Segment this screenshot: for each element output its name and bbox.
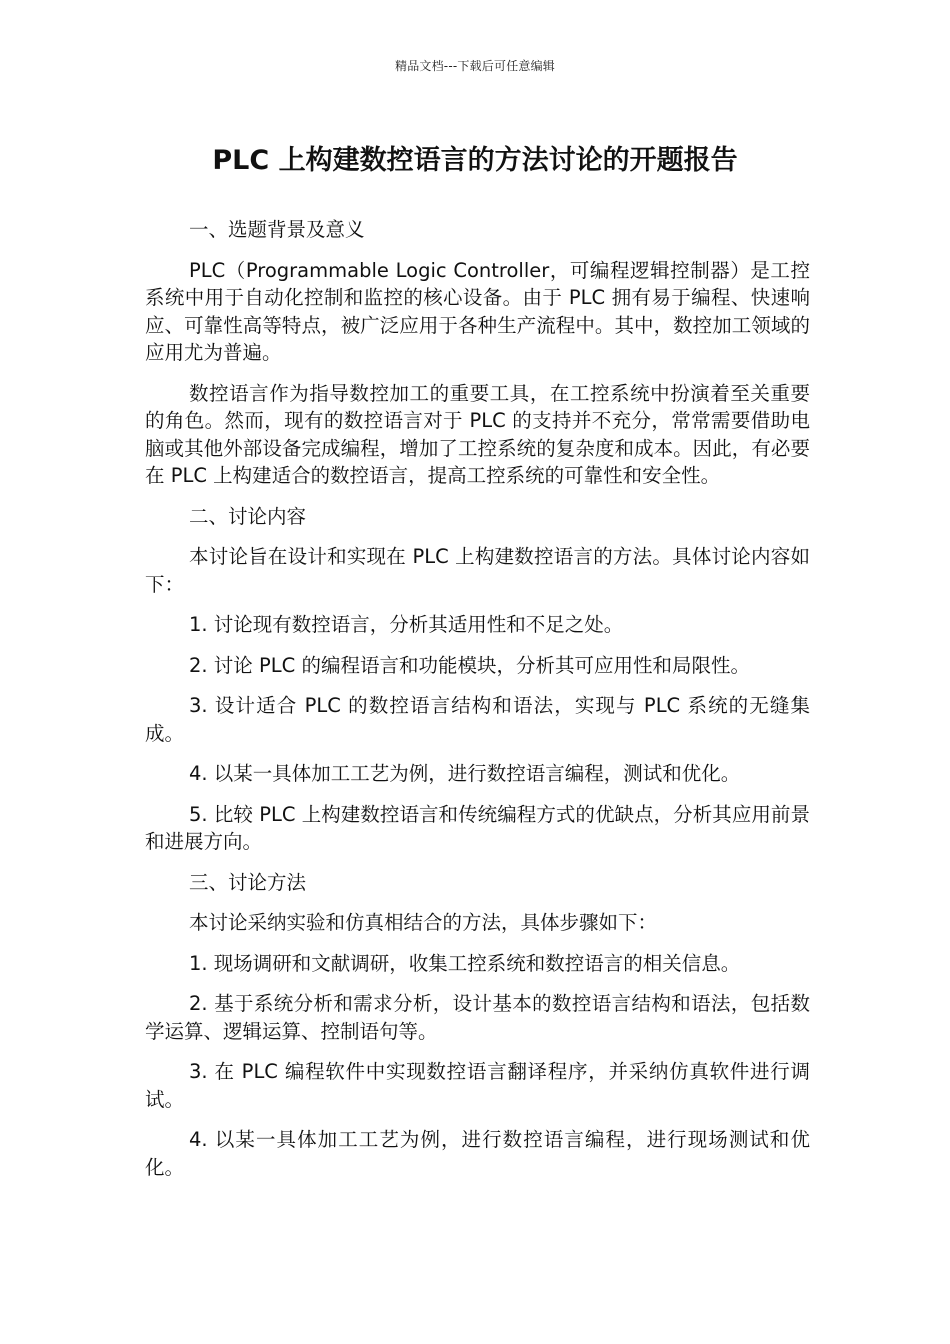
list-item-method-2: 2. 基于系统分析和需求分析，设计基本的数控语言结构和语法，包括数学运算、逻辑运算、控制语句等。 bbox=[145, 992, 810, 1043]
section-heading-method: 三、讨论方法 bbox=[189, 870, 307, 894]
list-item-method-3: 3. 在 PLC 编程软件中实现数控语言翻译程序，并采纳仿真软件进行调试。 bbox=[145, 1060, 810, 1111]
paragraph-method-intro: 本讨论采纳实验和仿真相结合的方法，具体步骤如下： bbox=[189, 911, 658, 934]
list-item-method-1: 1. 现场调研和文献调研，收集工控系统和数控语言的相关信息。 bbox=[189, 951, 741, 975]
paragraph-content-intro: 本讨论旨在设计和实现在 PLC 上构建数控语言的方法。具体讨论内容如下： bbox=[145, 545, 810, 596]
paragraph-nc-language-role: 数控语言作为指导数控加工的重要工具，在工控系统中扮演着至关重要的角色。然而，现有的数控语言对于 PLC 的支持并不充分，常常需要借助电脑或其他外部设备完成编程，增加了工控系统的复杂度和成本。因此，有必要在 PLC 上构建适合的数控语言，提高工控系统的可靠性和安全性。 bbox=[145, 381, 810, 487]
list-item-content-3: 3. 设计适合 PLC 的数控语言结构和语法，实现与 PLC 系统的无缝集成。 bbox=[145, 694, 810, 745]
document-title: PLC 上构建数控语言的方法讨论的开题报告 bbox=[212, 145, 738, 176]
page-header-note: 精品文档---下载后可任意编辑 bbox=[395, 59, 555, 73]
list-item-content-5: 5. 比较 PLC 上构建数控语言和传统编程方式的优缺点，分析其应用前景和进展方向。 bbox=[145, 802, 810, 853]
list-item-content-1: 1. 讨论现有数控语言，分析其适用性和不足之处。 bbox=[189, 613, 624, 636]
list-item-content-4: 4. 以某一具体加工工艺为例，进行数控语言编程，测试和优化。 bbox=[189, 762, 741, 785]
document-body bbox=[145, 216, 810, 1194]
list-item-content-2: 2. 讨论 PLC 的编程语言和功能模块，分析其可应用性和局限性。 bbox=[189, 653, 750, 677]
list-item-method-4: 4. 以某一具体加工工艺为例，进行数控语言编程，进行现场测试和优化。 bbox=[145, 1128, 810, 1179]
section-heading-background: 一、选题背景及意义 bbox=[189, 218, 365, 241]
section-heading-content: 二、讨论内容 bbox=[189, 504, 307, 528]
paragraph-plc-intro: PLC（Programmable Logic Controller，可编程逻辑控制器）是工控系统中用于自动化控制和监控的核心设备。由于 PLC 拥有易于编程、快速响应、可靠性高等特点，被广泛应用于各种生产流程中。其中，数控加工领域的应用尤为普遍。 bbox=[145, 258, 810, 364]
